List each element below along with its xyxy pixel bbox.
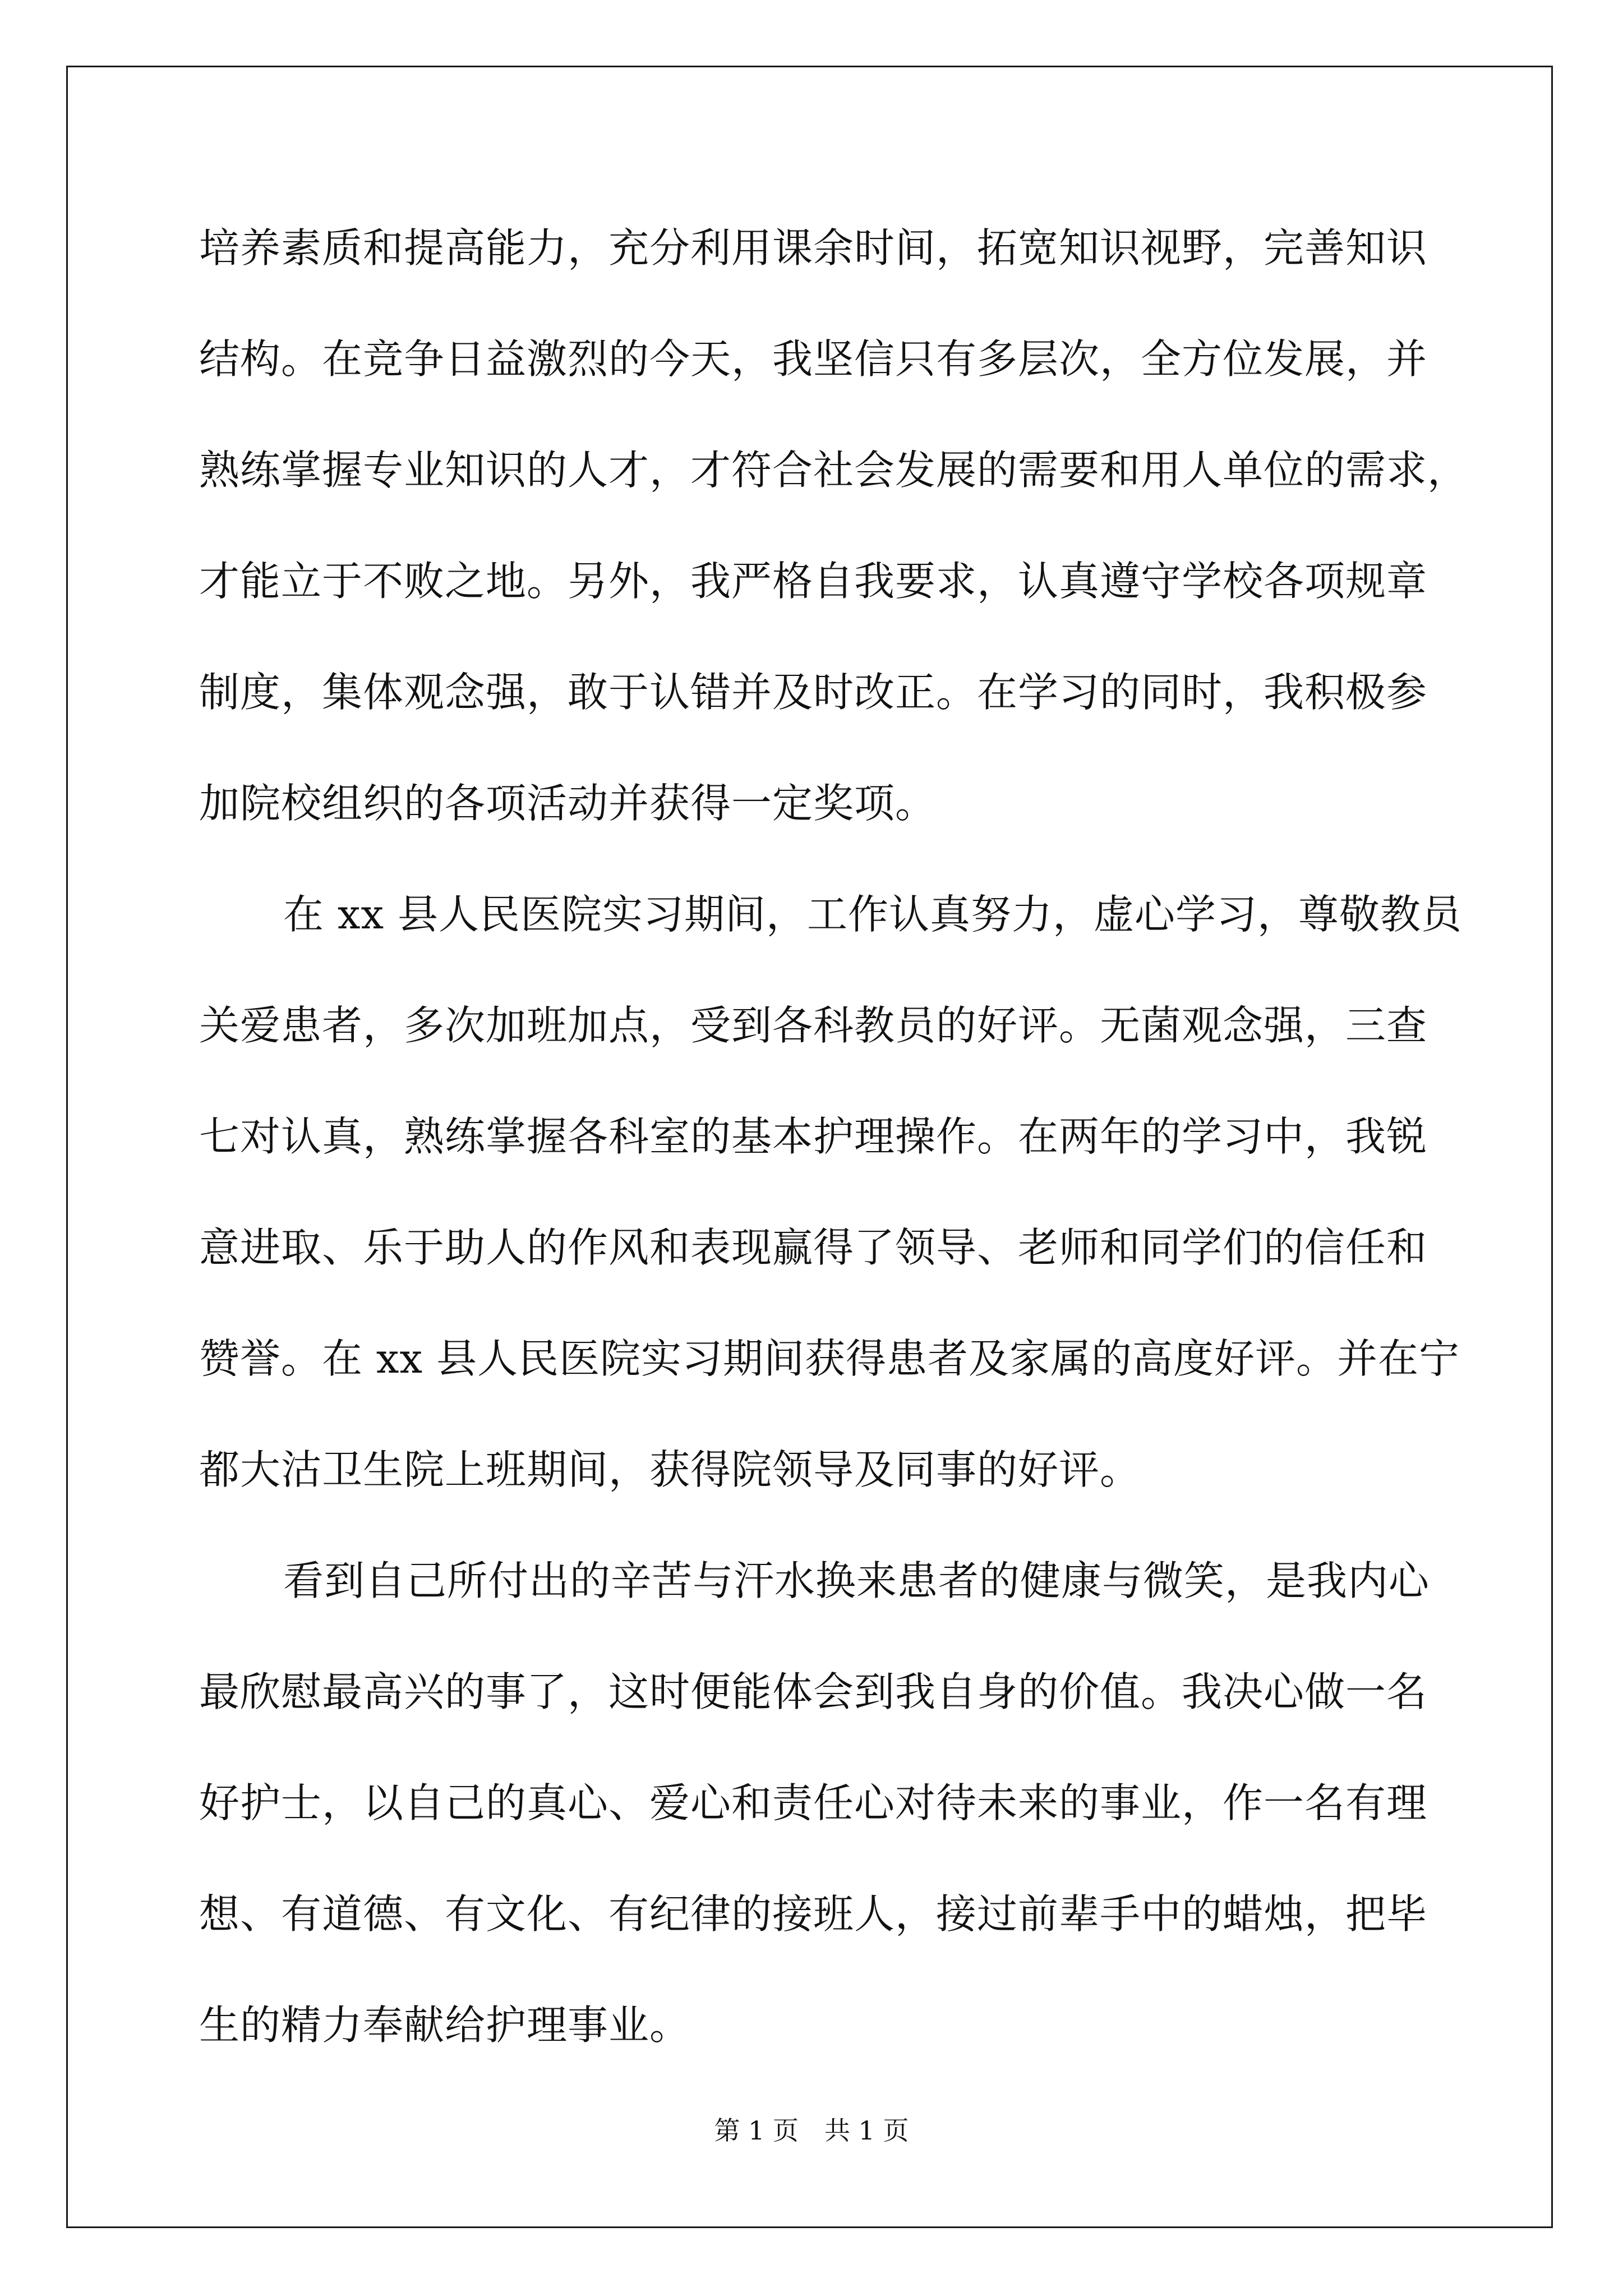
document-body <box>199 214 1467 2102</box>
text-line: 都大沽卫生院上班期间，获得院领导及同事的好评。 <box>199 1446 1141 1493</box>
text-line: 熟练掌握专业知识的人才，才符合社会发展的需要和用人单位的需求， <box>199 447 1469 494</box>
text-line: 关爱患者，多次加班加点，受到各科教员的好评。无菌观念强，三查 <box>199 1002 1428 1049</box>
text-line: 最欣慰最高兴的事了，这时便能体会到我自身的价值。我决心做一名 <box>199 1668 1428 1715</box>
paragraph-3 <box>199 1547 1467 2102</box>
text-line: 在 xx 县人民医院实习期间，工作认真努力，虚心学习，尊敬教员 <box>283 891 1462 938</box>
text-line: 意进取、乐于助人的作风和表现赢得了领导、老师和同学们的信任和 <box>199 1224 1428 1271</box>
text-line: 看到自己所付出的辛苦与汗水换来患者的健康与微笑，是我内心 <box>283 1557 1430 1604</box>
text-line: 结构。在竞争日益激烈的今天，我坚信只有多层次，全方位发展，并 <box>199 335 1428 383</box>
text-line: 加院校组织的各项活动并获得一定奖项。 <box>199 780 937 827</box>
text-line: 赞誉。在 xx 县人民医院实习期间获得患者及家属的高度好评。并在宁 <box>199 1335 1460 1382</box>
text-line: 想、有道德、有文化、有纪律的接班人，接过前辈手中的蜡烛，把毕 <box>199 1890 1428 1938</box>
text-line: 培养素质和提高能力，充分利用课余时间，拓宽知识视野，完善知识 <box>199 224 1428 272</box>
text-line: 生的精力奉献给护理事业。 <box>199 2001 691 2049</box>
text-line: 才能立于不败之地。另外，我严格自我要求，认真遵守学校各项规章 <box>199 558 1428 605</box>
text-line: 制度，集体观念强，敢于认错并及时改正。在学习的同时，我积极参 <box>199 669 1428 716</box>
paragraph-2 <box>199 881 1467 1547</box>
text-line: 七对认真，熟练掌握各科室的基本护理操作。在两年的学习中，我锐 <box>199 1113 1428 1160</box>
page-number-footer: 第 1 页 共 1 页 <box>714 2115 909 2146</box>
text-line: 好护士，以自己的真心、爱心和责任心对待未来的事业，作一名有理 <box>199 1779 1428 1826</box>
paragraph-1 <box>199 214 1467 881</box>
